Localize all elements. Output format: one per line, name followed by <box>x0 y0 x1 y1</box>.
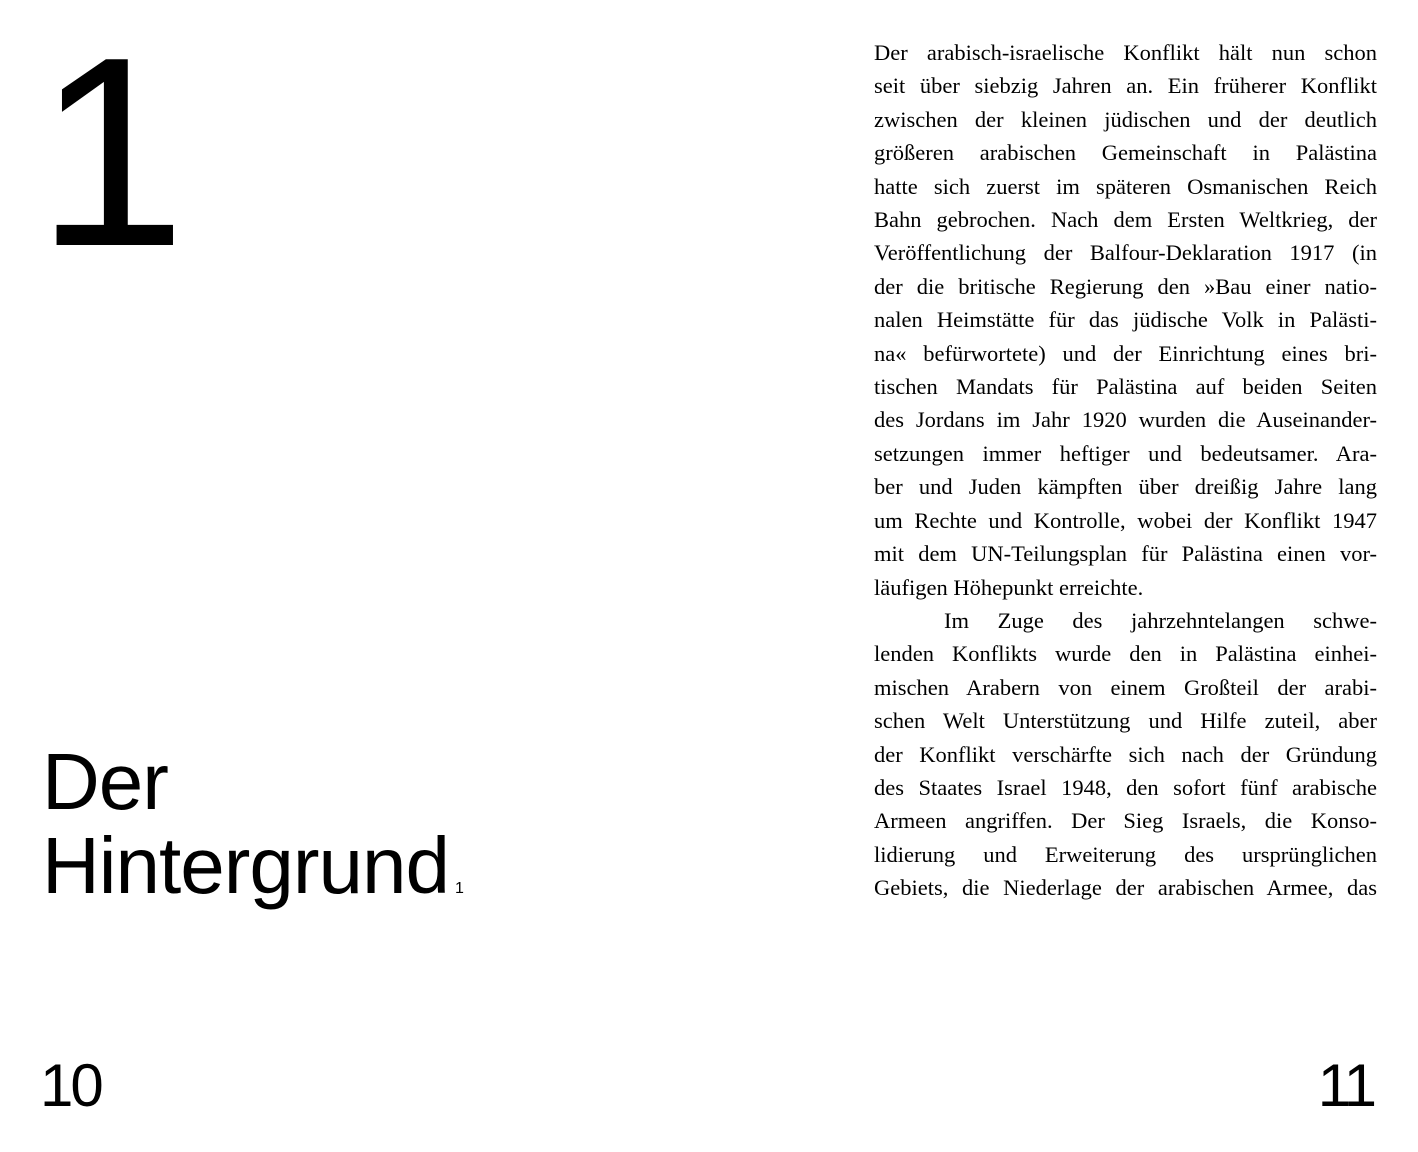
page-number-left: 10 <box>40 1052 101 1119</box>
paragraph-1 <box>874 36 1377 604</box>
body-text <box>874 36 1377 905</box>
text-line: Veröffentlichung der Balfour-Deklaration 1917 (in <box>874 240 1377 266</box>
chapter-number: 1 <box>36 2 181 303</box>
paragraph-2 <box>874 604 1377 905</box>
text-line: um Rechte und Kontrolle, wobei der Konflikt 1947 <box>874 507 1377 533</box>
text-line: nalen Heimstätte für das jüdische Volk in Palästi- <box>874 307 1377 333</box>
text-line: des Staates Israel 1948, den sofort fünf arabische <box>874 774 1377 800</box>
text-line: Gebiets, die Niederlage der arabischen Armee, das <box>874 875 1377 901</box>
page-number-right: 11 <box>1317 1052 1374 1119</box>
chapter-title-line-2 <box>42 821 464 931</box>
footnote-mark[interactable]: 1 <box>455 880 464 897</box>
text-line: Armeen angriffen. Der Sieg Israels, die Konso- <box>874 808 1377 834</box>
chapter-title <box>42 737 464 931</box>
text-line: lidierung und Erweiterung des ursprünglichen <box>874 841 1377 867</box>
text-line: na« befürwortete) und der Einrichtung eines bri- <box>874 340 1377 366</box>
text-line: schen Welt Unterstützung und Hilfe zuteil, aber <box>874 708 1377 734</box>
text-line: seit über siebzig Jahren an. Ein früherer Konflikt <box>874 73 1377 99</box>
text-line: Im Zuge des jahrzehntelangen schwe- <box>944 607 1377 633</box>
text-line: größeren arabischen Gemeinschaft in Palästina <box>874 140 1377 166</box>
text-line: Der arabisch-israelische Konflikt hält nun schon <box>874 40 1377 65</box>
text-line: des Jordans im Jahr 1920 wurden die Auseinander- <box>874 407 1377 433</box>
text-line: hatte sich zuerst im späteren Osmanischen Reich <box>874 173 1377 199</box>
text-line: mit dem UN-Teilungsplan für Palästina einen vor- <box>874 541 1377 567</box>
text-line: zwischen der kleinen jüdischen und der deutlich <box>874 106 1377 132</box>
text-line: lenden Konflikts wurde den in Palästina einhei- <box>874 641 1377 667</box>
text-line: der Konflikt verschärfte sich nach der Gründung <box>874 741 1377 767</box>
text-line: mischen Arabern von einem Großteil der arabi- <box>874 674 1377 700</box>
text-line: der die britische Regierung den »Bau einer natio- <box>874 273 1377 299</box>
text-line: setzungen immer heftiger und bedeutsamer. Ara- <box>874 440 1377 466</box>
chapter-title-text: Hintergrund <box>42 821 450 910</box>
text-line: tischen Mandats für Palästina auf beiden Seiten <box>874 374 1377 400</box>
text-line: Bahn gebrochen. Nach dem Ersten Weltkrieg, der <box>874 207 1377 233</box>
chapter-title-line-1: Der <box>42 737 168 826</box>
text-line: ber und Juden kämpften über dreißig Jahre lang <box>874 474 1377 500</box>
text-line: läufigen Höhepunkt erreichte. <box>874 574 1144 600</box>
